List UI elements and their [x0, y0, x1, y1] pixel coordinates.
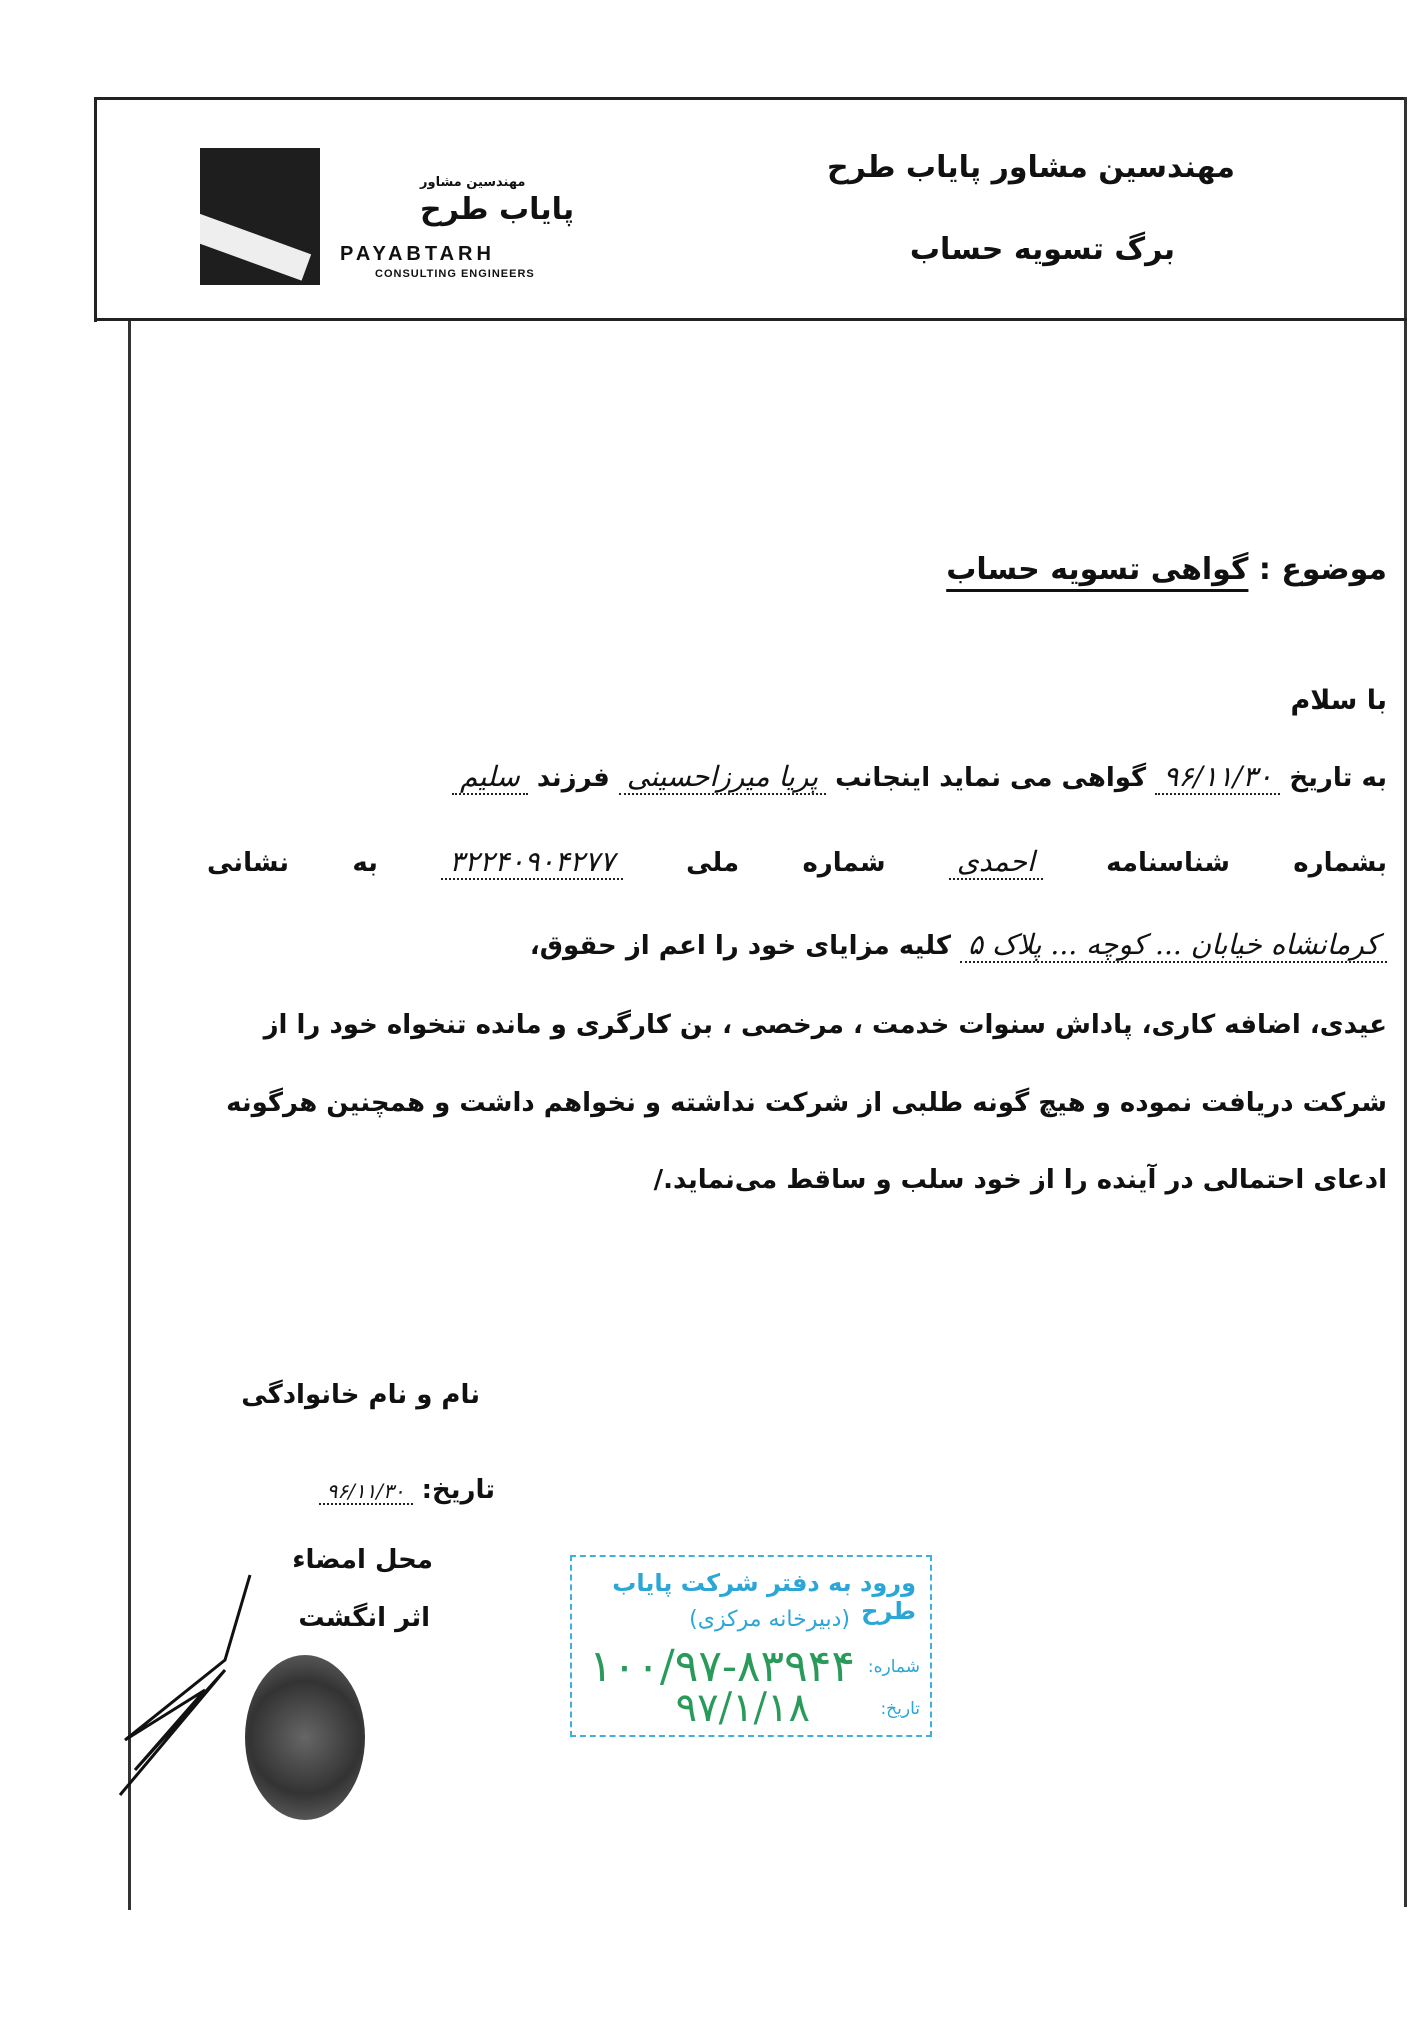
frame-top-border: [95, 97, 1407, 100]
logo-subtitle-fa: مهندسین مشاور: [420, 175, 526, 190]
body-line-5: شرکت دریافت نموده و هیچ گونه طلبی از شرکت نداشته و نخواهم داشت و همچنین هرگونه: [226, 1088, 1387, 1118]
stamp-title: ورود به دفتر شرکت پایاب طرح: [612, 1569, 916, 1625]
body-line-4: عیدی، اضافه کاری، پاداش سنوات خدمت ، مرخصی ، بن کارگری و مانده تنخواه خود را از: [263, 1010, 1387, 1040]
text: به تاریخ: [1289, 763, 1387, 793]
text: به نشانی: [207, 848, 378, 878]
frame-left-border: [94, 97, 97, 322]
body-line-6: ادعای احتمالی در آینده را از خود سلب و ساقط می‌نماید./: [653, 1165, 1387, 1195]
text: فرزند: [536, 763, 610, 793]
text: گواهی می نماید اینجانب: [835, 763, 1147, 793]
body-line-2: [207, 845, 1387, 878]
handwritten-id-number: احمدی: [949, 845, 1043, 880]
handwritten-signature-date: ۹۶/۱۱/۳۰: [319, 1479, 413, 1505]
body-line-3: [207, 928, 1387, 961]
company-logo-mark: [200, 148, 320, 285]
handwritten-address: کرمانشاه خیابان ... کوچه ... پلاک ۵: [960, 928, 1387, 963]
received-stamp: [570, 1555, 932, 1737]
stamp-date: ۹۷/۱/۱۸: [675, 1685, 810, 1731]
form-title: برگ تسویه حساب: [909, 232, 1175, 267]
stamp-number: ۱۰۰/۹۷-۸۳۹۴۴: [588, 1641, 855, 1692]
signature-label: محل امضاء: [292, 1545, 433, 1575]
fingerprint-mark: [245, 1655, 365, 1820]
handwritten-national-id: ۳۲۲۴۰۹۰۴۲۷۷: [441, 845, 622, 880]
handwritten-father-name: سلیم: [452, 760, 528, 795]
stamp-number-label: شماره:: [867, 1657, 920, 1677]
fingerprint-label: اثر انگشت: [298, 1603, 430, 1633]
text: شماره ملی: [686, 848, 886, 878]
subject-value: گواهی تسویه حساب: [946, 552, 1249, 587]
header-divider: [95, 318, 1407, 321]
handwritten-name: پریا میرزاحسینی: [619, 760, 826, 795]
date-field: [319, 1475, 495, 1505]
text: کلیه مزایای خود را اعم از حقوق،: [529, 931, 951, 961]
date-label: تاریخ:: [421, 1475, 495, 1505]
company-name: مهندسین مشاور پایاب طرح: [826, 150, 1235, 185]
name-label: نام و نام خانوادگی: [241, 1380, 480, 1410]
stamp-subtitle: (دبیرخانه مرکزی): [689, 1607, 850, 1632]
greeting: با سلام: [1290, 685, 1387, 716]
stamp-date-label: تاریخ:: [880, 1699, 920, 1719]
logo-subtitle-en: CONSULTING ENGINEERS: [375, 268, 535, 280]
subject-label: موضوع :: [1258, 552, 1387, 587]
handwritten-date: ۹۶/۱۱/۳۰: [1155, 760, 1280, 795]
frame-right-border: [1404, 97, 1407, 1907]
logo-name-en: PAYABTARH: [340, 243, 495, 265]
subject-line: [946, 552, 1387, 587]
logo-name-fa: پایاب طرح: [420, 192, 575, 227]
text: بشماره شناسنامه: [1106, 848, 1387, 878]
body-line-1: [207, 760, 1387, 793]
